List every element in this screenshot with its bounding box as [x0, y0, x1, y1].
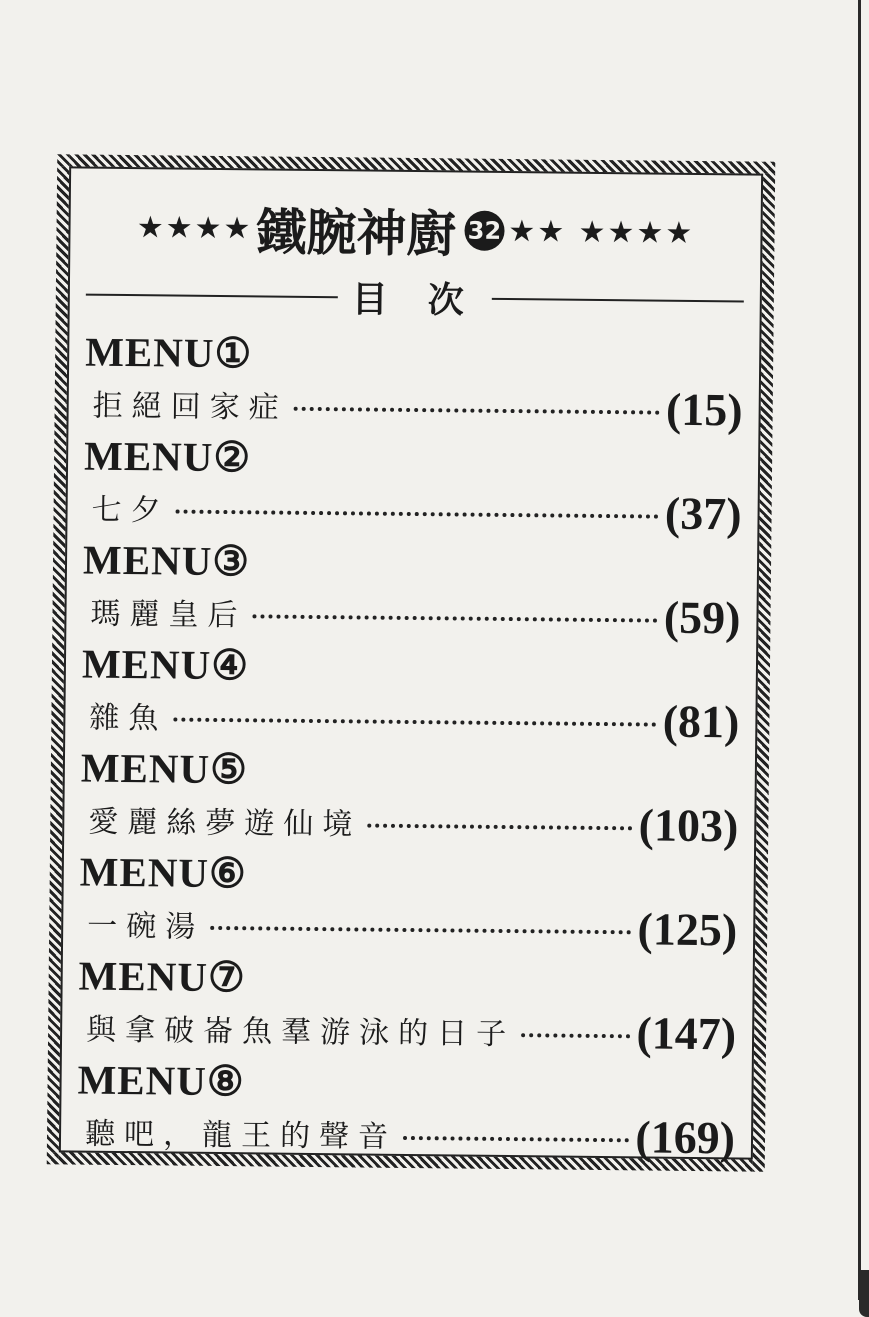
- page-edge-corner: [859, 1270, 869, 1317]
- book-title: 鐵腕神廚: [256, 203, 457, 264]
- dot-leader: [403, 1136, 629, 1142]
- page-number: (37): [664, 487, 742, 539]
- menu-label: MENU⑤: [80, 744, 249, 793]
- toc-entry: [78, 954, 737, 1063]
- page-number: (103): [638, 798, 739, 851]
- toc-entry: [79, 850, 738, 959]
- chapter-title: 與拿破崙魚羣游泳的日子: [85, 1012, 516, 1053]
- chapter-title: 瑪麗皇后: [90, 596, 247, 634]
- page-number: (169): [635, 1110, 736, 1163]
- toc-entry: [77, 1058, 736, 1167]
- dot-leader: [210, 926, 631, 934]
- toc-rule-right: [492, 297, 744, 302]
- toc-entry-row[interactable]: [78, 998, 737, 1063]
- page-number: (15): [665, 383, 743, 435]
- volume-badge: 32: [464, 211, 504, 251]
- toc-entry: [84, 330, 743, 439]
- stars-right: ★★ ★★★★: [508, 213, 695, 251]
- menu-label: MENU⑥: [79, 848, 248, 897]
- toc-entry-row[interactable]: [79, 894, 738, 959]
- dot-leader: [176, 510, 659, 519]
- menu-label: MENU①: [85, 328, 253, 377]
- toc-entry-row[interactable]: [81, 686, 740, 751]
- chapter-title: 一碗湯: [87, 908, 205, 945]
- menu-label: MENU③: [82, 536, 251, 585]
- page-edge: [858, 0, 861, 1300]
- menu-label: MENU④: [81, 640, 250, 689]
- book-title-row: [86, 191, 745, 270]
- toc-heading: [86, 269, 744, 327]
- toc-entry: [83, 434, 742, 543]
- toc-label: 目次: [351, 279, 505, 322]
- menu-label: MENU⑧: [77, 1056, 245, 1105]
- dot-leader: [294, 407, 660, 415]
- chapter-title: 雜魚: [89, 700, 168, 737]
- menu-label: MENU⑦: [78, 952, 246, 1001]
- toc-entry-row[interactable]: [77, 1102, 736, 1167]
- menu-label: MENU②: [83, 432, 252, 481]
- toc-entry: [82, 538, 741, 647]
- page-number: (59): [663, 591, 741, 643]
- chapter-title: 拒絕回家症: [92, 388, 288, 426]
- dot-leader: [173, 718, 656, 727]
- toc-list: [77, 330, 744, 1167]
- chapter-title: 聽吧，龍王的聲音: [84, 1116, 398, 1155]
- dot-leader: [252, 614, 657, 622]
- toc-entry-row[interactable]: [83, 478, 742, 543]
- toc-entry-row[interactable]: [82, 582, 741, 647]
- dot-leader: [367, 824, 632, 831]
- dot-leader: [521, 1033, 630, 1038]
- chapter-title: 愛麗絲夢遊仙境: [88, 804, 362, 843]
- stars-left: ★★★★: [136, 209, 253, 246]
- toc-entry: [80, 746, 739, 855]
- page-number: (81): [662, 695, 740, 747]
- toc-content: [77, 191, 745, 1169]
- toc-entry-row[interactable]: [84, 374, 743, 439]
- page-number: (125): [637, 902, 738, 955]
- toc-entry-row[interactable]: [80, 790, 739, 855]
- toc-rule-left: [86, 293, 338, 298]
- chapter-title: 七夕: [91, 492, 170, 529]
- page-number: (147): [636, 1006, 737, 1059]
- toc-entry: [81, 642, 740, 751]
- decorative-frame: [47, 154, 776, 1171]
